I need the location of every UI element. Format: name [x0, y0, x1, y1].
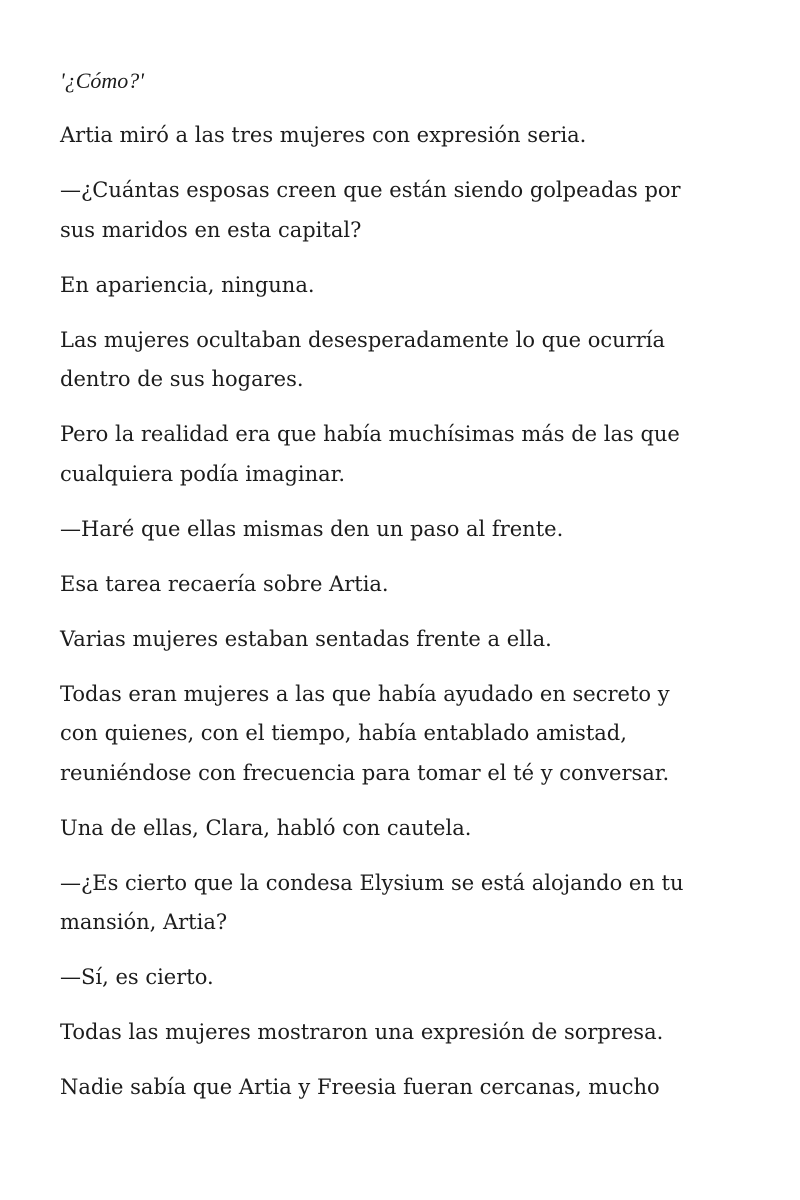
text-line: —Haré que ellas mismas den un paso al frente. — [60, 516, 564, 541]
paragraph-3 — [60, 266, 750, 306]
text-line: Varias mujeres estaban sentadas frente a ella. — [60, 626, 552, 651]
text-line: —Sí, es cierto. — [60, 965, 214, 989]
text-line: mansión, Artia? — [60, 910, 228, 934]
text-line: En apariencia, ninguna. — [60, 272, 315, 297]
text-line: dentro de sus hogares. — [60, 367, 304, 391]
text-line: con quienes, con el tiempo, había entablado amistad, — [60, 721, 627, 745]
paragraph-1 — [60, 116, 750, 156]
paragraph-10 — [60, 809, 750, 849]
text-line: Esa tarea recaería sobre Artia. — [60, 571, 389, 596]
paragraph-8 — [60, 620, 750, 660]
text-line: Todas eran mujeres a las que había ayudado en secreto y — [60, 681, 670, 706]
text-line: —¿Cuántas esposas creen que están siendo golpeadas por — [60, 178, 681, 202]
text-line: Las mujeres ocultaban desesperadamente lo que ocurría — [60, 327, 665, 352]
text-line: Todas las mujeres mostraron una expresión de sorpresa. — [60, 1020, 664, 1044]
text-line: Una de ellas, Clara, habló con cautela. — [60, 815, 472, 840]
text-line: sus maridos en esta capital? — [60, 217, 362, 242]
paragraph-12 — [60, 958, 750, 998]
paragraph-4 — [60, 321, 750, 400]
paragraph-6 — [60, 510, 750, 550]
text-line: Artia miró a las tres mujeres con expresión seria. — [60, 123, 587, 147]
paragraph-13 — [60, 1013, 750, 1053]
text-line: cualquiera podía imaginar. — [60, 461, 346, 486]
text-line: reuniéndose con frecuencia para tomar el té y conversar. — [60, 760, 670, 785]
paragraph-14 — [60, 1068, 750, 1108]
document-page — [60, 66, 750, 1123]
paragraph-7 — [60, 565, 750, 605]
paragraph-5 — [60, 415, 750, 494]
inner-thought: '¿Cómo?' — [60, 68, 144, 93]
text-line: Nadie sabía que Artia y Freesia fueran cercanas, mucho — [60, 1075, 660, 1099]
paragraph-9 — [60, 675, 750, 794]
paragraph-11 — [60, 864, 750, 943]
paragraph-2 — [60, 171, 750, 250]
text-line: —¿Es cierto que la condesa Elysium se está alojando en tu — [60, 870, 684, 895]
text-line: Pero la realidad era que había muchísimas más de las que — [60, 422, 680, 446]
